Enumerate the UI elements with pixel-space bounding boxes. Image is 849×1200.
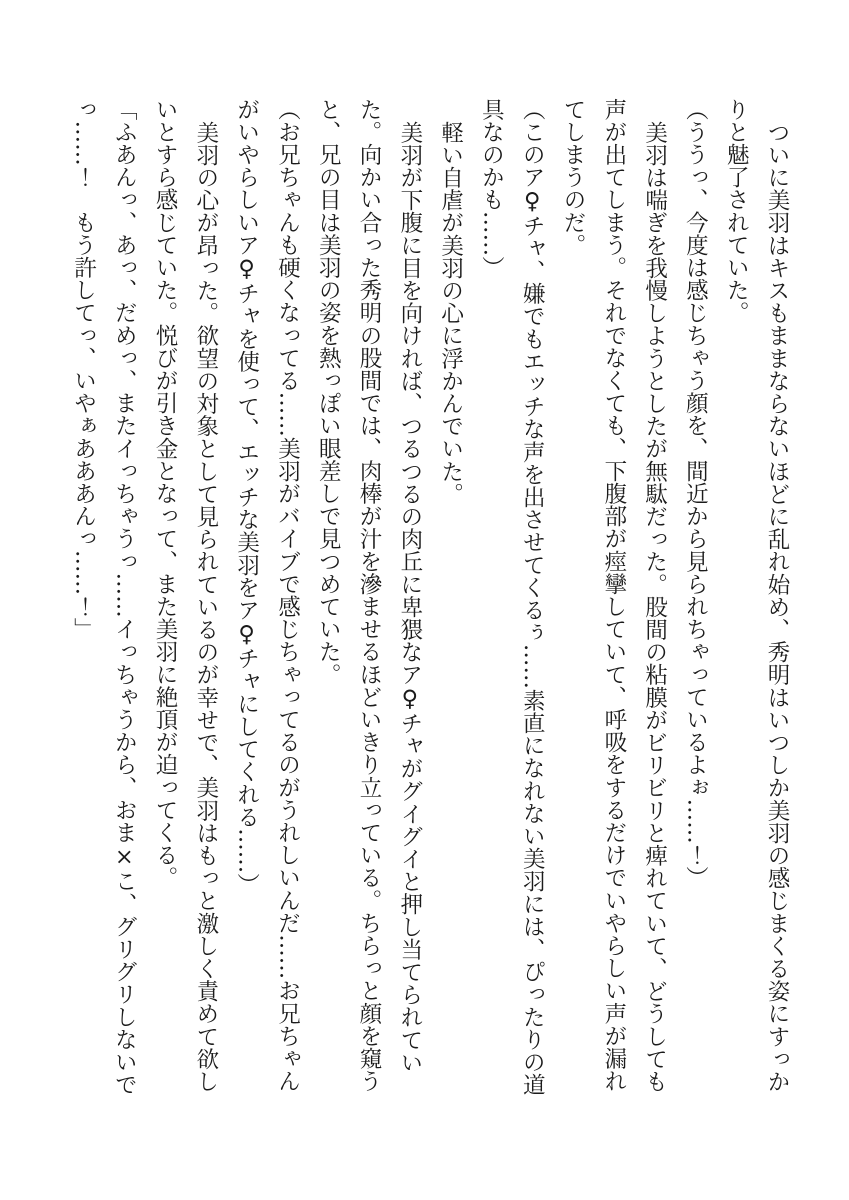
paragraph-1: ついに美羽はキスもままならないほどに乱れ始め、秀明はいつしか美羽の感じまくる姿にすっかりと魅了されていた。 (723, 98, 790, 1093)
paragraph-4: （このア♀チャ、嫌でもエッチな声を出させてくるぅ……素直になれない美羽には、ぴったりの道具なのかも……） (478, 98, 546, 1096)
page-text (57, 98, 797, 1096)
paragraph-8: 美羽の心が昂った。欲望の対象として見られているのが幸せで、美羽はもっと激しく責めて欲しいとすら感じていた。悦びが引き金となって、また美羽に絶頂が迫ってくる。 (152, 98, 219, 1093)
paragraph-7: （お兄ちゃんも硬くなってる……美羽がバイブで感じちゃってるのがうれしいんだ……お兄ちゃんがいやらしいア♀チャを使って、エッチな美羽をア♀チャにしてくれる……） (233, 98, 301, 1093)
paragraph-9: 「ふあんっ、あっ、だめっ、またイっちゃうっ……イっちゃうから、おま×こ、グリグリしないでっ……！ もう許してっ、いやぁあああんっ……！」 (70, 98, 138, 1096)
paragraph-6: 美羽が下腹に目を向ければ、つるつるの肉丘に卑猥なア♀チャがグイグイと押し当てられていた。向かい合った秀明の股間では、肉棒が汁を滲ませるほどいきり立っている。ちらっと顔を窺うと、兄の目は美羽の姿を熱っぽい眼差しで見つめていた。 (315, 98, 423, 1093)
paragraph-5: 軽い自虐が美羽の心に浮かんでいた。 (437, 120, 464, 505)
paragraph-3: 美羽は喘ぎを我慢しようとしたが無駄だった。股間の粘膜がビリビリと痺れていて、どうしても声が出てしまう。それでなくても、下腹部が痙攣していて、呼吸をするだけでいやらしい声が漏れてしまうのだ。 (560, 98, 668, 1093)
paragraph-2: （ううっ、今度は感じちゃう顔を、間近から見られちゃっているよぉ……！） (682, 98, 709, 889)
